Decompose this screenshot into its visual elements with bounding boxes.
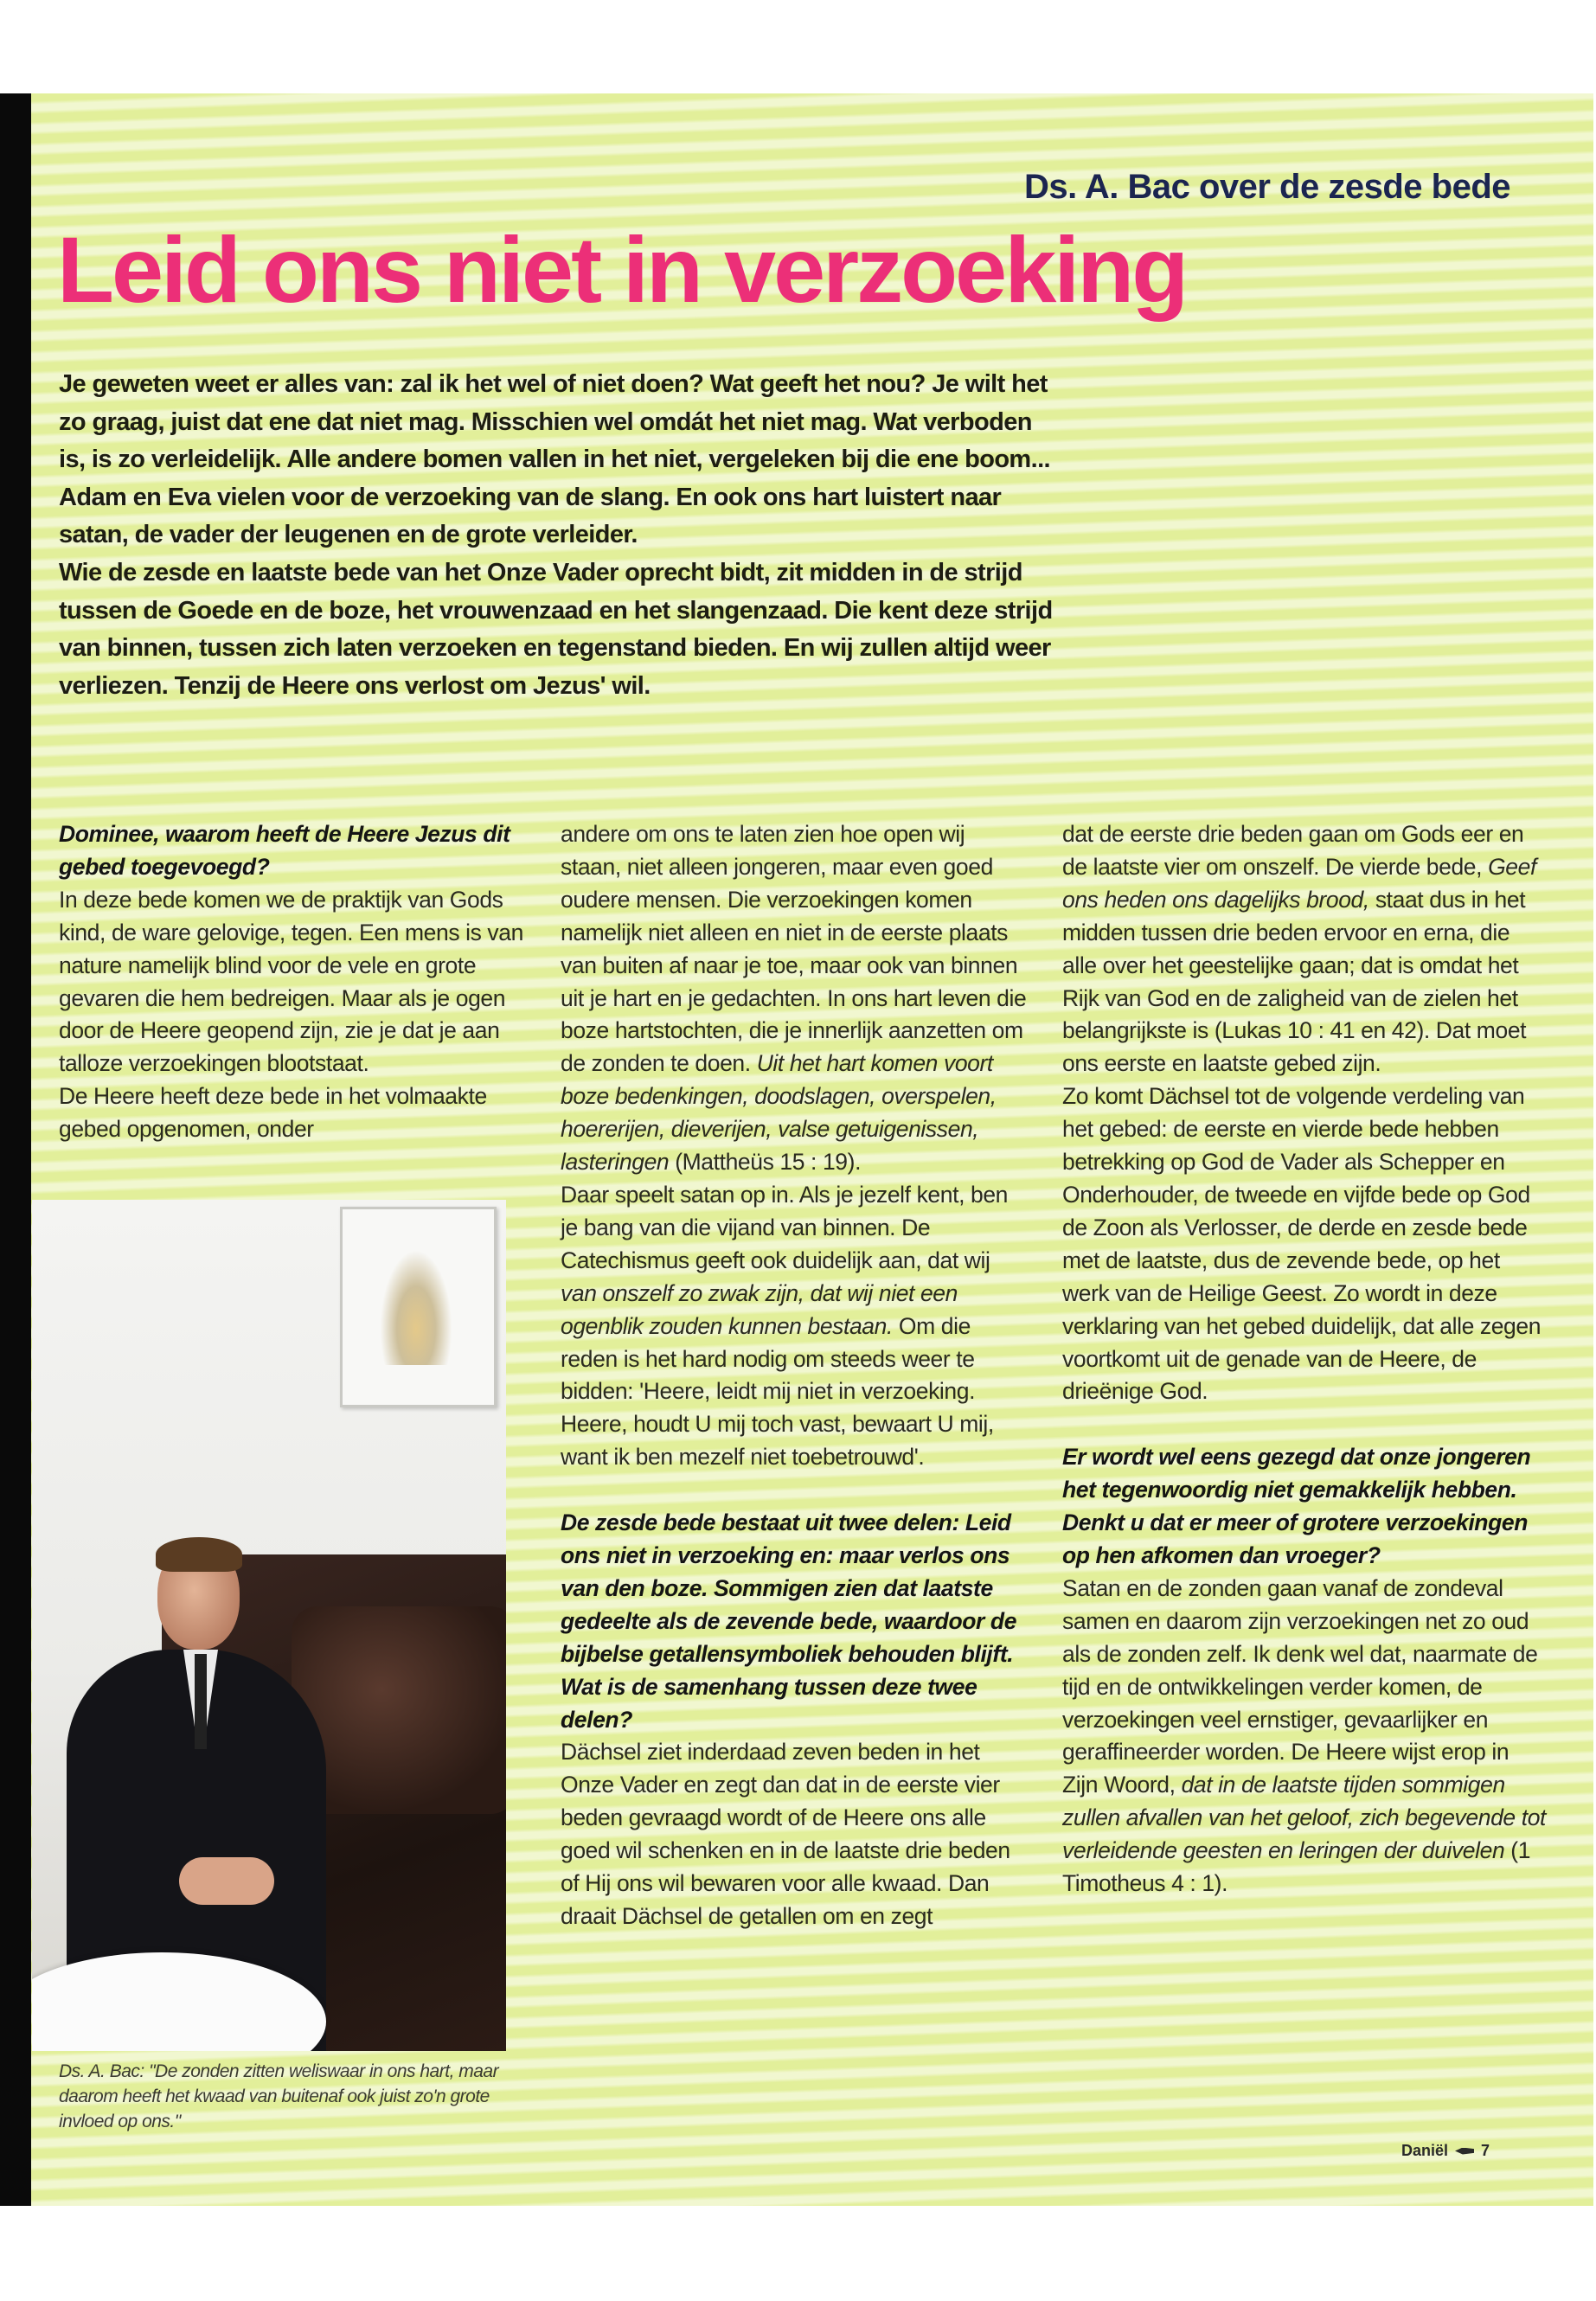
interview-question: Er wordt wel eens gezegd dat onze jongeren het tegenwoordig niet gemakkelijk hebben. Denkt u dat er meer of grotere verzoekingen op hen afkomen dan vroeger? (1062, 1444, 1531, 1569)
article-title: Leid ons niet in verzoeking (57, 217, 1187, 322)
text-span: Satan en de zonden gaan vanaf de zondeval samen en daarom zijn verzoekingen net zo oud als de zonden zelf. Ik denk wel dat, naarmate de tijd en de ontwikkelingen verder komen, de verzoekingen veel ernstiger, gevaarlijker en geraffineerder worden. De Heere wijst erop in Zijn Woord, (1062, 1574, 1538, 1798)
scripture-quote: dat in de laatste tijden sommigen zullen afvallen van het geloof, zich begevende tot verleidende geesten en leringen der duivelen (1062, 1772, 1546, 1864)
page-edge-bar (0, 93, 31, 2206)
body-paragraph (1062, 818, 1547, 1080)
text-span: (Mattheüs 15 : 19). (669, 1149, 862, 1176)
intro-paragraph: Je geweten weet er alles van: zal ik het wel of niet doen? Wat geeft het nou? Je wilt het zo graag, juist dat ene dat niet mag. Misschien wel omdát het niet mag. Wat verboden is, is zo verleidelijk. Alle andere bomen vallen in het niet, vergeleken bij die ene boom... Adam en Eva vielen voor de verzoeking van de slang. En ook ons hart luistert naar satan, de vader der leugenen en de grote verleider. (59, 370, 1050, 549)
body-paragraph: Dächsel ziet inderdaad zeven beden in het Onze Vader en zegt dan dat in de eerste vier beden gevraagd wordt of de Heere ons alle goed wil schenken en in de laatste drie beden of Hij ons wil bewaren voor alle kwaad. Dan draait Dächsel de getallen om en zegt (561, 1739, 1010, 1929)
column-3 (1062, 818, 1547, 1900)
page-number: 7 (1481, 2142, 1490, 2159)
article-intro (59, 366, 1054, 705)
body-paragraph (1062, 1573, 1547, 1900)
text-span: (1 Timotheus 4 : 1). (1062, 1837, 1531, 1897)
body-paragraph (561, 818, 1028, 1179)
page-footer (1401, 2142, 1490, 2160)
text-span: Daar speelt satan op in. Als je jezelf kent, ben je bang van die vijand van binnen. De Catechismus geeft ook duidelijk aan, dat wij (561, 1181, 1009, 1273)
portrait-photo (32, 1200, 506, 2051)
text-span: dat de eerste drie beden gaan om Gods eer en de laatste vier om onszelf. De vierde bede, (1062, 821, 1524, 880)
photo-caption: Ds. A. Bac: "De zonden zitten weliswaar in ons hart, maar daarom heeft het kwaad van buitenaf ook juist zo'n grote invloed op ons." (59, 2061, 499, 2131)
arrow-icon (1455, 2148, 1474, 2155)
text-span: andere om ons te laten zien hoe open wij staan, niet alleen jongeren, maar even goed oudere mensen. Die verzoekingen komen namelijk niet alleen en niet in de eerste plaats van buiten af naar je toe, maar ook van binnen uit je hart en je gedachten. In ons hart leven die boze hartstochten, die je innerlijk aanzetten om de zonden te doen. (561, 821, 1027, 1077)
article-kicker: Ds. A. Bac over de zesde bede (1023, 168, 1510, 206)
scripture-quote: Uit het hart komen voort boze bedenkingen, doodslagen, overspelen, hoererijen, dieverijen, valse getuigenissen, lasteringen (561, 1050, 997, 1176)
body-paragraph: Zo komt Dächsel tot de volgende verdeling van het gebed: de eerste en vierde bede hebben betrekking op God de Vader als Schepper en Onderhouder, de tweede en vijfde bede op God de Zoon als Verlosser, de derde en zesde bede met de laatste, dus de zevende bede, op het werk van de Heilige Geest. Zo wordt in deze verklaring van het gebed duidelijk, dat alle zegen voortkomt uit de genade van de Heere, de drieënige God. (1062, 1083, 1542, 1405)
tie (195, 1654, 207, 1749)
catechism-quote: van onszelf zo zwak zijn, dat wij niet een ogenblik zouden kunnen bestaan. (561, 1279, 958, 1339)
body-paragraph: In deze bede komen we de praktijk van Gods kind, de ware gelovige, tegen. Een mens is van nature namelijk blind voor de vele en grote gevaren die hem bedreigen. Maar als je ogen door de Heere geopend zijn, zie je dat je aan talloze verzoekingen blootstaat. (59, 886, 523, 1077)
intro-paragraph: Wie de zesde en laatste bede van het Onze Vader oprecht bidt, zit midden in de strijd tussen de Goede en de boze, het vrouwenzaad en het slangenzaad. Die kent deze strijd van binnen, tussen zich laten verzoeken en tegenstand bieden. En wij zullen altijd weer verliezen. Tenzij de Heere ons verlost om Jezus' wil. (59, 558, 1053, 700)
man-hair (156, 1537, 242, 1572)
magazine-page (31, 93, 1593, 2206)
column-1 (59, 818, 543, 1146)
column-2 (561, 818, 1028, 1933)
interview-question: Dominee, waarom heeft de Heere Jezus dit gebed toegevoegd? (59, 821, 510, 880)
interview-question: De zesde bede bestaat uit twee delen: Leid ons niet in verzoeking en: maar verlos ons van den boze. Sommigen zien dat laatste gedeelte als de zevende bede, waardoor de bijbelse getallensymboliek behouden blijft. Wat is de samenhang tussen deze twee delen? (561, 1509, 1017, 1733)
body-paragraph (561, 1179, 1028, 1474)
wall-painting (340, 1207, 497, 1407)
text-span: Om die reden is het hard nodig om steeds weer te bidden: 'Heere, leidt mij niet in verzoeking. Heere, houdt U mij toch vast, bewaart U mij, want ik ben mezelf niet toebetrouwd'. (561, 1312, 994, 1471)
text-span: staat dus in het midden tussen drie beden ervoor en erna, die alle over het geestelijke gaan; dat is omdat het Rijk van God en de zaligheid van de zielen het belangrijkste is (Lukas 10 : 41 en 42). Dat moet ons eerste en laatste gebed zijn. (1062, 886, 1527, 1077)
scripture-quote: Geef ons heden ons dagelijks brood, (1062, 853, 1536, 913)
magazine-name: Daniël (1401, 2142, 1449, 2159)
hands (179, 1857, 274, 1905)
body-paragraph: De Heere heeft deze bede in het volmaakte gebed opgenomen, onder (59, 1083, 487, 1143)
